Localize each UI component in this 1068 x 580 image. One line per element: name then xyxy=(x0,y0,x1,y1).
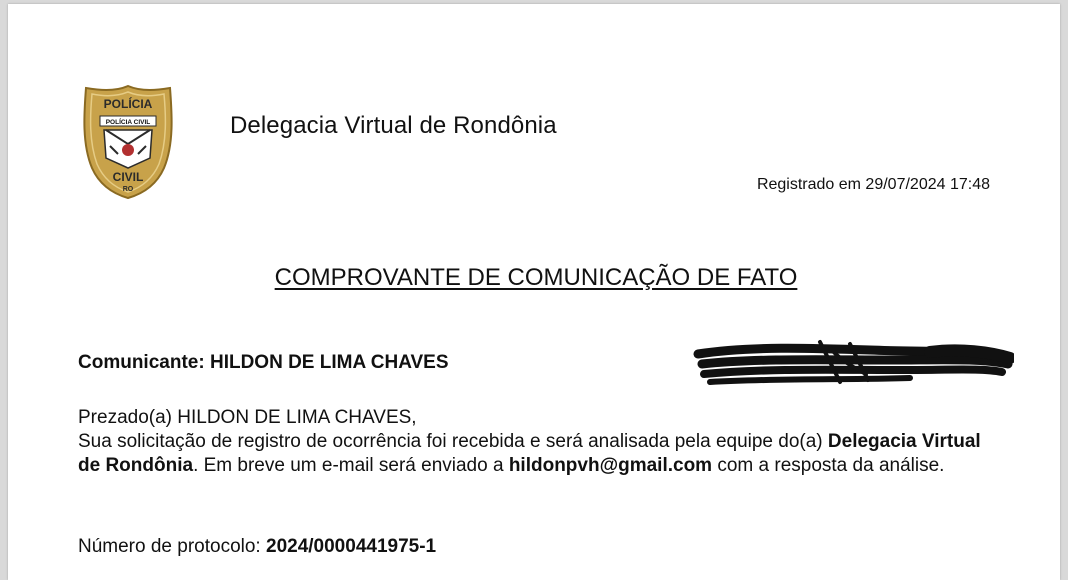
protocol-number: 2024/0000441975-1 xyxy=(266,536,437,557)
protocol-line xyxy=(78,536,436,558)
message-organization: Delegacia Virtual de Rondônia xyxy=(78,431,981,476)
badge-top-text: POLÍCIA xyxy=(103,97,153,111)
badge-state-text: RO xyxy=(122,186,134,193)
message-paragraph xyxy=(78,430,1008,478)
registration-timestamp: Registrado em 29/07/2024 17:48 xyxy=(756,176,990,193)
comunicante-name: HILDON DE LIMA CHAVES xyxy=(209,352,449,373)
protocol-label: Número de protocolo: xyxy=(78,536,261,557)
document-title: COMPROVANTE DE COMUNICAÇÃO DE FATO xyxy=(274,264,798,291)
policia-civil-badge-logo xyxy=(82,84,174,200)
greeting: Prezado(a) HILDON DE LIMA CHAVES, xyxy=(78,407,417,428)
message-body xyxy=(78,406,1008,478)
redaction-scribble xyxy=(690,334,1014,390)
badge-bottom-text: CIVIL xyxy=(112,170,144,184)
badge-band-text: POLÍCIA CIVIL xyxy=(105,119,151,126)
message-part1: Sua solicitação de registro de ocorrência foi recebida e será analisada pela equipe do(a) xyxy=(78,431,828,452)
comunicante-line xyxy=(78,352,449,374)
organization-title: Delegacia Virtual de Rondônia xyxy=(230,112,557,139)
comunicante-label: Comunicante: xyxy=(78,352,205,373)
message-part3: com a resposta da análise. xyxy=(712,455,945,476)
message-email: hildonpvh@gmail.com xyxy=(508,455,713,476)
message-part2: . Em breve um e-mail será enviado a xyxy=(193,455,509,476)
